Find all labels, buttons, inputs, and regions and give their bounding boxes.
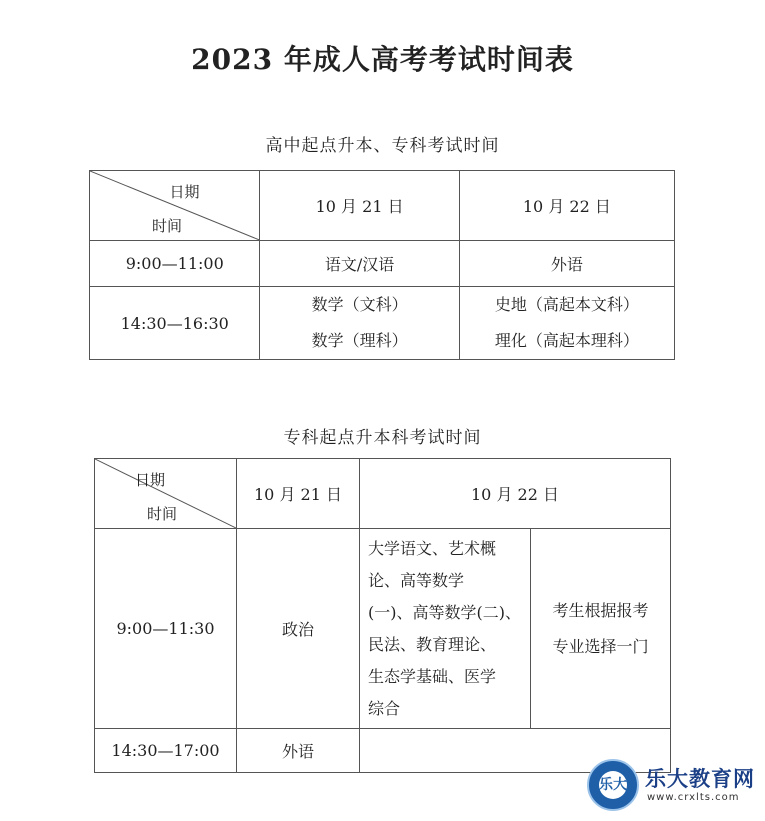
- corner-time-label: 时间: [147, 505, 178, 523]
- section2-heading: 专科起点升本科考试时间: [283, 428, 482, 448]
- table1-row2-time: 14:30—16:30: [90, 287, 260, 360]
- subject-line: 生态学基础、医学: [368, 666, 497, 686]
- table1-row1-time: 9:00—11:00: [90, 241, 260, 287]
- table2-date1-header: 10 月 21 日: [237, 459, 360, 529]
- note-line: 考生根据报考: [552, 600, 649, 620]
- table2-row1-d1: 政治: [237, 529, 360, 729]
- schedule-table-1: [89, 170, 675, 360]
- watermark-brand: 乐大教育网: [645, 767, 755, 791]
- corner-date-label: 日期: [135, 471, 166, 489]
- subject-line: 数学（理科）: [311, 331, 408, 350]
- watermark-url: www.crxlts.com: [647, 792, 740, 803]
- table1-row2-d1: [260, 287, 459, 360]
- subject-line: 史地（高起本文科）: [494, 295, 639, 314]
- corner-time-label: 时间: [152, 217, 183, 235]
- corner-date-label: 日期: [169, 183, 200, 201]
- table2-date2-header: 10 月 22 日: [360, 459, 671, 529]
- page-title: 2023 年成人高考考试时间表: [191, 43, 574, 76]
- site-watermark: [587, 757, 755, 815]
- subject-line: 大学语文、艺术概: [368, 538, 497, 558]
- schedule-table-2: [94, 458, 671, 773]
- table2-corner-cell: [95, 459, 237, 529]
- table1-date2-header: 10 月 22 日: [459, 171, 674, 241]
- table2-subject-list: [360, 529, 531, 729]
- table1-row2-d2: [459, 287, 674, 360]
- logo-emblem-text: 乐大: [599, 771, 627, 799]
- subject-line: 综合: [368, 698, 401, 718]
- table2-row2-time: 14:30—17:00: [95, 729, 237, 773]
- table2-note: [531, 529, 671, 729]
- subject-line: 论、高等数学: [368, 570, 465, 590]
- table1-row1-d1: 语文/汉语: [260, 241, 459, 287]
- subject-line: 民法、教育理论、: [368, 634, 497, 654]
- table2-row2-d1: 外语: [237, 729, 360, 773]
- subject-line: (一)、高等数学(二)、: [368, 602, 521, 622]
- section1-heading: 高中起点升本、专科考试时间: [265, 136, 500, 156]
- subject-line: 理化（高起本理科）: [494, 331, 639, 350]
- logo-emblem-icon: [587, 759, 639, 811]
- table1-corner-cell: [90, 171, 260, 241]
- table1-date1-header: 10 月 21 日: [260, 171, 459, 241]
- table2-row1-time: 9:00—11:30: [95, 529, 237, 729]
- table1-row1-d2: 外语: [459, 241, 674, 287]
- subject-line: 数学（文科）: [311, 295, 408, 314]
- note-line: 专业选择一门: [552, 636, 649, 656]
